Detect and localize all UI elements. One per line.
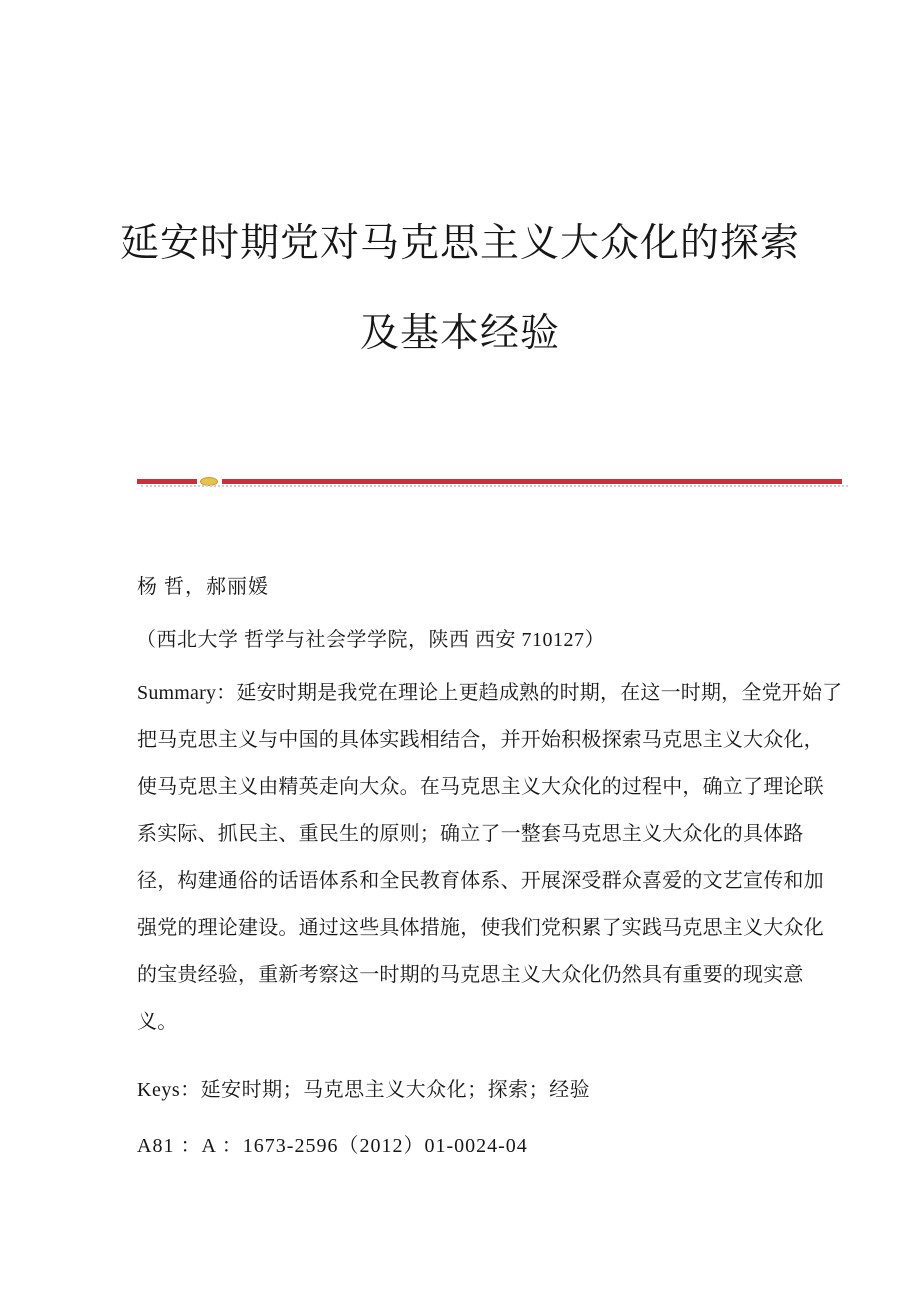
abstract-line: 义。 <box>137 1011 178 1033</box>
abstract-line: 径，构建通俗的话语体系和全民教育体系、开展深受群众喜爱的文艺宣传和加 <box>137 870 824 892</box>
keywords-line: Keys：延安时期；马克思主义大众化；探索；经验 <box>137 1079 591 1101</box>
article-title-line2: 及基本经验 <box>359 312 560 355</box>
abstract-line: Summary：延安时期是我党在理论上更趋成熟的时期，在这一时期，全党开始了 <box>137 682 843 704</box>
abstract-line: 的宝贵经验，重新考察这一时期的马克思主义大众化仍然具有重要的现实意 <box>137 964 804 986</box>
article-info-line: A81 ：A ：1673-2596（2012）01-0024-04 <box>137 1135 528 1157</box>
abstract-line: 强党的理论建设。通过这些具体措施，使我们党积累了实践马克思主义大众化 <box>137 917 824 939</box>
abstract-line: 系实际、抓民主、重民生的原则；确立了一整套马克思主义大众化的具体路 <box>137 823 804 845</box>
abstract-block <box>137 670 842 1046</box>
abstract-line: 把马克思主义与中国的具体实践相结合，并开始积极探索马克思主义大众化， <box>137 729 824 751</box>
title-divider <box>137 477 842 491</box>
divider-left-segment <box>137 479 197 484</box>
affiliation-line: （西北大学 哲学与社会学学院，陕西 西安 710127） <box>136 629 605 651</box>
divider-right-segment <box>222 479 842 484</box>
article-title-line1: 延安时期党对马克思主义大众化的探索 <box>119 222 800 265</box>
abstract-line: 使马克思主义由精英走向大众。在马克思主义大众化的过程中，确立了理论联 <box>137 776 824 798</box>
divider-shadow <box>141 485 848 487</box>
author-line: 杨 哲，郝丽媛 <box>137 576 269 598</box>
